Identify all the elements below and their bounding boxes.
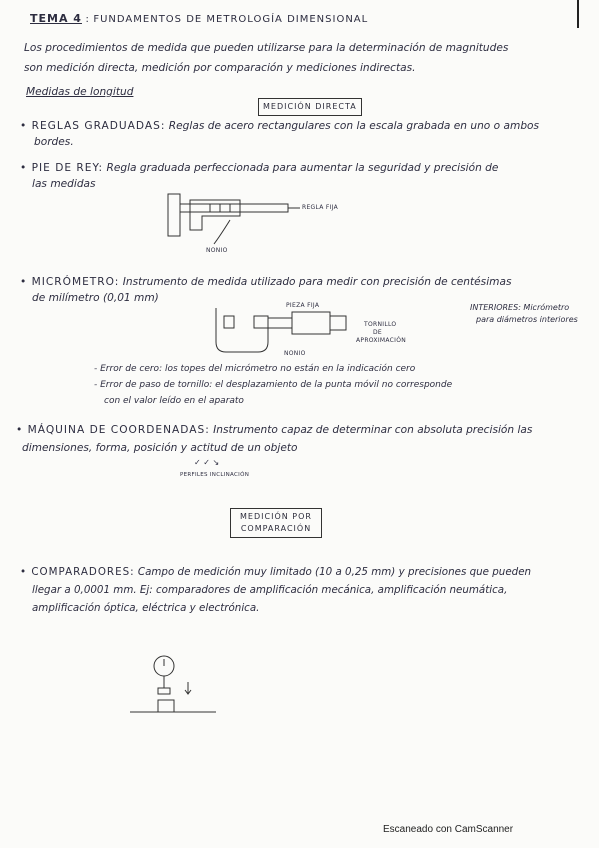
comparadores-line-1 [20, 566, 531, 578]
micrometer-ratchet [330, 316, 346, 330]
intro-line-2: son medición directa, medición por comparación y mediciones indirectas. [24, 62, 416, 74]
label-de: DE [373, 329, 383, 336]
reglas-line-2: bordes. [34, 136, 74, 148]
label-pieza-fija: PIEZA FIJA [286, 302, 320, 309]
intro-line-1: Los procedimientos de medida que pueden utilizarse para la determinación de magnitudes [24, 42, 509, 54]
box-medicion-directa: MEDICIÓN DIRECTA [258, 98, 362, 116]
scan-edge-line [577, 0, 579, 28]
pierey-text-1: Regla graduada perfeccionada para aumentar la seguridad y precisión de [106, 162, 499, 174]
maquina-label: • MÁQUINA DE COORDENADAS: [16, 424, 210, 436]
comparadores-line-2: llegar a 0,0001 mm. Ej: comparadores de amplificación mecánica, amplificación neumática, [32, 584, 508, 596]
section-heading-medidas: Medidas de longitud [26, 86, 134, 98]
micrometro-line-1 [20, 276, 511, 288]
micrometro-label: • MICRÓMETRO: [20, 276, 120, 288]
title-separator: : [85, 14, 90, 25]
title-tema: TEMA 4 [30, 12, 82, 25]
maquina-text-1: Instrumento capaz de determinar con absoluta precisión las [213, 424, 533, 436]
micrometer-frame [216, 308, 268, 352]
maquina-line-1 [16, 424, 532, 436]
micrometer-thimble [292, 312, 330, 334]
pierey-line-2: las medidas [32, 178, 96, 190]
title-heading: FUNDAMENTOS DE METROLOGÍA DIMENSIONAL [93, 14, 369, 25]
caliper-fixed-jaw [168, 194, 180, 236]
comparadores-line-3: amplificación óptica, eléctrica y electrónica. [32, 602, 260, 614]
interiores-line-2: para diámetros interiores [476, 315, 578, 324]
micrometro-line-2: de milímetro (0,01 mm) [32, 292, 159, 304]
maquina-sub: PERFILES INCLINACIÓN [180, 472, 250, 478]
nonio-pointer [214, 220, 230, 244]
label-tornillo: TORNILLO [364, 321, 397, 328]
reglas-label: • REGLAS GRADUADAS: [20, 120, 166, 132]
label-nonio-micrometro: NONIO [284, 350, 306, 357]
interiores-line-1: INTERIORES: Micrómetro [470, 303, 570, 312]
error-paso-line-2: con el valor leído en el aparato [104, 396, 244, 406]
error-cero: - Error de cero: los topes del micrómetro no están en la indicación cero [94, 364, 416, 374]
page-title [30, 12, 368, 25]
label-aproximacion: APROXIMACIÓN [356, 337, 407, 344]
error-paso-line-1: - Error de paso de tornillo: el desplazamiento de la punta móvil no corresponde [94, 380, 453, 390]
label-nonio-caliper: NONIO [206, 247, 228, 254]
comparadores-text-1: Campo de medición muy limitado (10 a 0,25 mm) y precisiones que pueden [137, 566, 532, 578]
comparadores-label: • COMPARADORES: [20, 566, 135, 578]
label-regla-fija: REGLA FIJA [302, 204, 339, 211]
dial-comparator-drawing [128, 652, 218, 718]
measured-part [158, 700, 174, 712]
reglas-text-1: Reglas de acero rectangulares con la escala grabada en uno o ambos [168, 120, 540, 132]
caliper-ruler [180, 204, 288, 212]
box-medicion-comparacion [230, 508, 322, 538]
caliper-drawing [160, 190, 360, 260]
micrometer-sleeve [268, 318, 292, 328]
micrometer-anvil [224, 316, 234, 328]
maquina-marks: ✓ ✓ ↘ [194, 458, 220, 467]
micrometro-text-1: Instrumento de medida utilizado para medir con precisión de centésimas [122, 276, 512, 288]
box-comparacion-line-1: MEDICIÓN POR [240, 512, 312, 521]
box-comparacion-line-2: COMPARACIÓN [240, 524, 312, 533]
maquina-line-2: dimensiones, forma, posición y actitud de un objeto [22, 442, 298, 454]
pierey-label: • PIE DE REY: [20, 162, 104, 174]
micrometer-drawing [210, 302, 360, 357]
reglas-line-1 [20, 120, 539, 132]
scanner-footer: Escaneado con CamScanner [383, 824, 514, 835]
pierey-line-1 [20, 162, 498, 174]
